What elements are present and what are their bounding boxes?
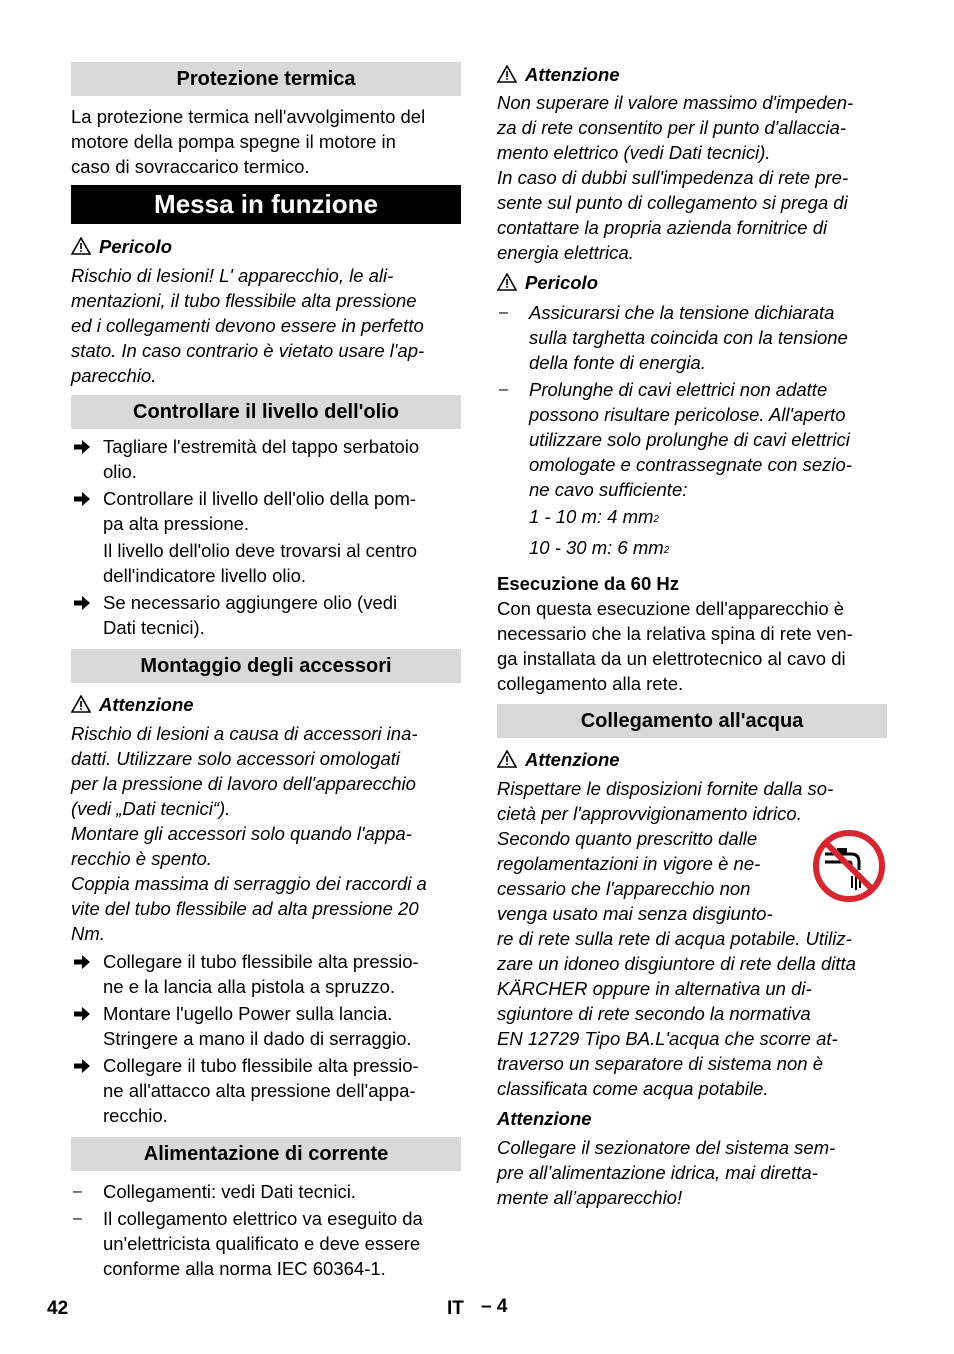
arrow-right-icon [73, 595, 91, 611]
paragraph-esecuzione: Con questa esecuzione dell'apparecchio è necessario che la relativa spina di rete ven- ga installata da un elettrotecnico al cavo di collegamento alla rete. [497, 598, 853, 694]
warning-label-attenzione: Attenzione [71, 692, 461, 717]
section-header-protezione-termica: Protezione termica [71, 62, 461, 96]
dash-bullet: – [73, 1183, 82, 1200]
list-item: – Il collegamento elettrico va eseguito da un'elettricista qualificato e deve essere conforme alla norma IEC 60364-1. [73, 1208, 423, 1279]
paragraph-attenzione-accessori: Rischio di lesioni a causa di accessori ina- datti. Utilizzare solo accessori omologati per la pressione di lavoro dell'apparecchio (vedi „Dati tecnici“). Montare gli accessori solo quando l'appa- recchio è spento. Coppia massima di serraggio dei raccordi a vite del tubo flessibile ad alta pressione 20 Nm. [71, 723, 427, 944]
warning-triangle-icon [497, 750, 517, 768]
arrow-right-icon [73, 1058, 91, 1074]
list-item: Montare l'ugello Power sulla lancia. Stringere a mano il dado di serraggio. [71, 1001, 461, 1051]
cable-section-2: 10 - 30 m: 6 mm2 [529, 537, 670, 558]
arrow-right-icon [73, 954, 91, 970]
cable-section-1: 1 - 10 m: 4 mm2 [529, 506, 659, 527]
paragraph-pericolo-lesioni: Rischio di lesioni! L' apparecchio, le ali- mentazioni, il tubo flessibile alta pressione ed i collegamenti devono essere in perfetto stato. In caso contrario è vietato usare l'ap- parecchio. [71, 265, 425, 386]
right-column [497, 62, 887, 1210]
paragraph-sezionatore: Collegare il sezionatore del sistema sem- pre all’alimentazione idrica, mai diretta- mente all’apparecchio! [497, 1137, 836, 1208]
dash-bullet: – [499, 381, 508, 398]
warning-triangle-icon [71, 695, 91, 713]
section-header-alimentazione-corrente: Alimentazione di corrente [71, 1137, 461, 1171]
section-number: – 4 [481, 1296, 508, 1317]
list-item: Tagliare l'estremità del tappo serbatoio olio. [71, 434, 461, 484]
warning-label-attenzione: Attenzione [497, 62, 887, 87]
list-item: Se necessario aggiungere olio (vedi Dati tecnici). [71, 590, 461, 640]
list-item-note: Il livello dell'olio deve trovarsi al centro dell'indicatore livello olio. [103, 540, 418, 586]
dash-bullet: – [499, 304, 508, 321]
paragraph-acqua: Rispettare le disposizioni fornite dalla so- cietà per l'approvvigionamento idrico. Secondo quanto prescritto dalle regolamentazioni in vigore è ne- cessario che l'apparecchio non venga usato mai senza disgiunto- re di rete sulla rete di acqua potabile. Utiliz- zare un idoneo disgiuntore di rete della ditta KÄRCHER oppure in alternativa un di- sgiuntore di rete secondo la normativa EN 12729 Tipo BA.L'acqua che scorre at- traverso un separatore di sistema non è classificata come acqua potabile. [497, 776, 887, 1101]
section-header-controllare-olio: Controllare il livello dell'olio [71, 395, 461, 429]
section-header-collegamento-acqua: Collegamento all'acqua [497, 704, 887, 738]
arrow-right-icon [73, 439, 91, 455]
list-item: Collegare il tubo flessibile alta pressio- ne e la lancia alla pistola a spruzzo. [71, 949, 461, 999]
list-item: – Prolunghe di cavi elettrici non adatte possono risultare pericolose. All'aperto utilizzare solo prolunghe di cavi elettrici omologate e contrassegnate con sezio- ne cavo sufficiente: [499, 379, 852, 500]
page-number: 42 [47, 1298, 69, 1319]
left-column [71, 62, 461, 1281]
paragraph-attenzione-impedenza: Non superare il valore massimo d'impeden- za di rete consentito per il punto d'allaccia- mento elettrico (vedi Dati tecnici). In caso di dubbi sull'impedenza di rete pre- sente sul punto di collegamento si prega di contattare la propria azienda fornitrice di energia elettrica. [497, 92, 854, 263]
warning-triangle-icon [71, 237, 91, 255]
chapter-header-messa-in-funzione: Messa in funzione [71, 185, 461, 224]
arrow-right-icon [73, 491, 91, 507]
warning-triangle-icon [497, 65, 517, 83]
warning-triangle-icon [497, 273, 517, 291]
arrow-right-icon [73, 1006, 91, 1022]
warning-label-attenzione-2: Attenzione [497, 1108, 592, 1129]
list-item: – Collegamenti: vedi Dati tecnici. [73, 1181, 356, 1202]
section-header-montaggio-accessori: Montaggio degli accessori [71, 649, 461, 683]
language-code: IT [447, 1298, 464, 1319]
warning-label-pericolo: Pericolo [71, 234, 461, 259]
dash-bullet: – [73, 1210, 82, 1227]
paragraph-protezione: La protezione termica nell'avvolgimento del motore della pompa spegne il motore in caso di sovraccarico termico. [71, 106, 426, 177]
list-item: Collegare il tubo flessibile alta pressio- ne all'attacco alta pressione dell'appa- recchio. [71, 1053, 461, 1128]
list-item: Controllare il livello dell'olio della pom- pa alta pressione. [71, 486, 461, 536]
list-item: – Assicurarsi che la tensione dichiarata sulla targhetta coincida con la tensione della fonte di energia. [499, 302, 848, 373]
warning-label-pericolo: Pericolo [497, 270, 887, 295]
no-drinking-water-tap-icon [811, 828, 887, 904]
subheading-esecuzione-60hz: Esecuzione da 60 Hz [497, 573, 679, 594]
warning-label-attenzione: Attenzione [497, 747, 887, 772]
